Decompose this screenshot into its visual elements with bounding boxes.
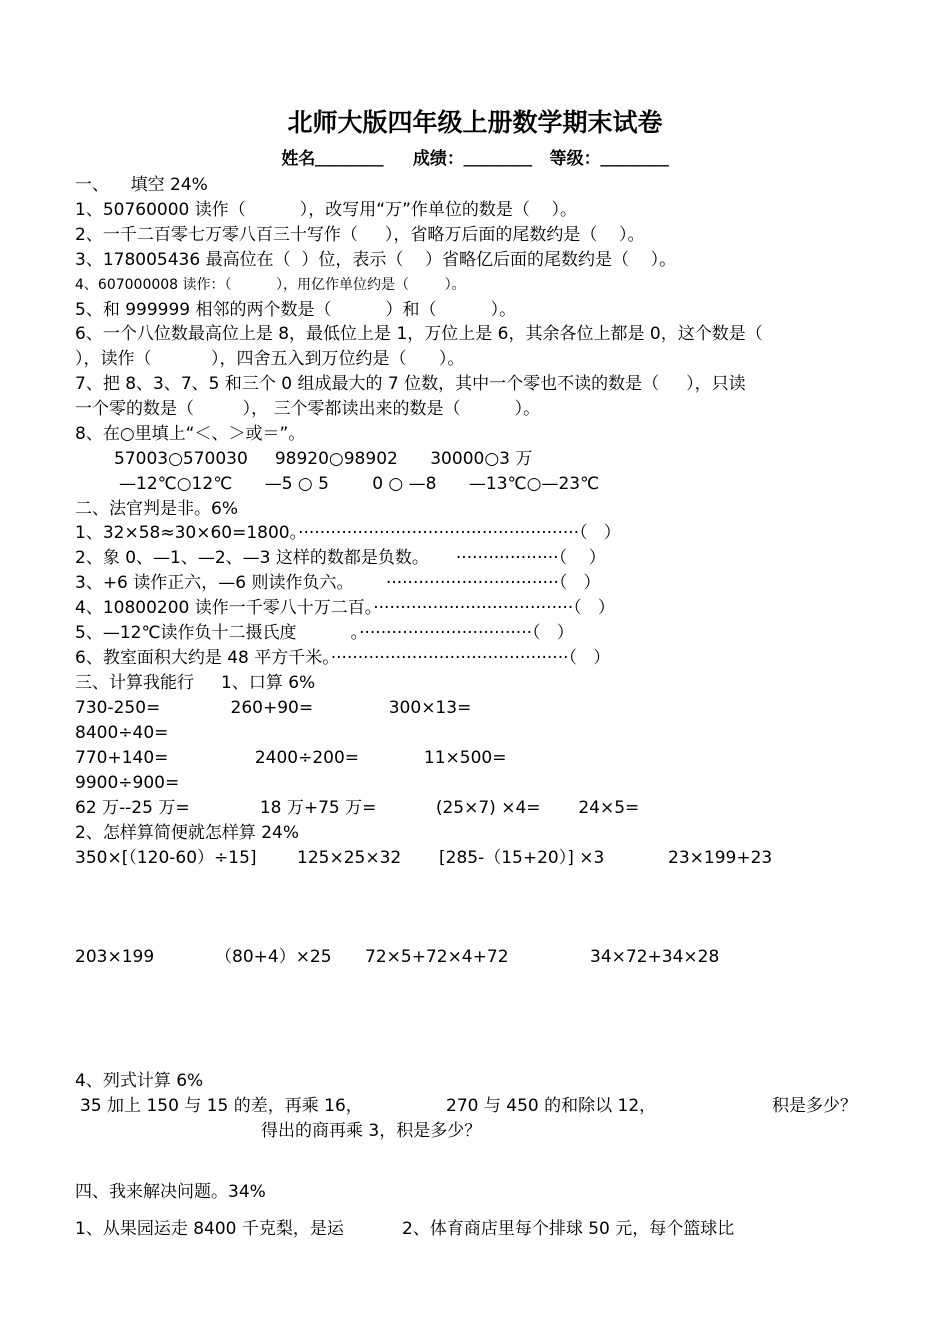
s2-question-1: 1、32×58≈30×60=1800。····················································（ ） — [75, 523, 621, 543]
mental-math-row-4: 9900÷900= — [75, 773, 180, 793]
s1-question-7-line-1: 7、把 8、3、7、5 和三个 0 组成最大的 7 位数，其中一个零也不读的数是（ ），只读 — [75, 374, 746, 394]
s1-question-6-line-1: 6、一个八位数最高位上是 8，最低位上是 1，万位上是 6，其余各位上都是 0，这个数是（ — [75, 324, 763, 344]
mental-math-row-1: 730-250= 260+90= 300×13= — [75, 698, 472, 718]
s1-question-4: 4、607000008 读作：（ ），用亿作单位约是（ ）。 — [75, 277, 466, 293]
s2-question-3: 3、+6 读作正六，—6 则读作负六。 ································（ ） — [75, 573, 601, 593]
simplify-expr-2: 125×25×32 — [297, 848, 402, 868]
s2-question-2: 2、象 0、—1、—2、—3 这样的数都是负数。 ···················（ ） — [75, 548, 606, 568]
section-3-heading: 三、计算我能行 1、口算 6% — [75, 673, 316, 693]
s1-question-8: 8、在○里填上“＜、＞或＝”。 — [75, 424, 306, 444]
simplify-expr-4: 23×199+23 — [668, 848, 773, 868]
s2-question-6: 6、教室面积大约是 48 平方千米。············································（ ） — [75, 648, 611, 668]
word-calc-2-end: 得出的商再乘 3，积是多少？ — [261, 1121, 482, 1141]
simplify-expr-8: 34×72+34×28 — [590, 947, 720, 967]
problem-1: 1、从果园运走 8400 千克梨，是运 — [75, 1219, 344, 1239]
s2-question-5: 5、—12℃读作负十二摄氏度 。································（ ） — [75, 623, 574, 643]
s1-question-7-line-2: 一个零的数是（ ）， 三个零都读出来的数是（ ）。 — [75, 399, 541, 419]
page-title: 北师大版四年级上册数学期末试卷 — [287, 108, 663, 137]
simplify-expr-1: 350×[（120-60）÷15] — [75, 848, 257, 868]
mental-math-row-2: 8400÷40= — [75, 723, 169, 743]
word-calc-1-end: 积是多少？ — [772, 1096, 857, 1116]
s1-question-8-row-2: —12℃○12℃ —5 ○ 5 0 ○ —8 —13℃○—23℃ — [119, 474, 600, 494]
mental-math-row-3: 770+140= 2400÷200= 11×500= — [75, 748, 507, 768]
s1-question-5: 5、和 999999 相邻的两个数是（ ）和（ ）。 — [75, 300, 517, 320]
simplify-expr-5: 203×199 — [75, 947, 155, 967]
s1-question-2: 2、一千二百零七万零八百三十写作（ ），省略万后面的尾数约是（ ）。 — [75, 225, 645, 245]
simplify-heading: 2、怎样算简便就怎样算 24% — [75, 823, 300, 843]
section-2-heading: 二、法官判是非。6% — [75, 499, 238, 519]
s1-question-8-row-1: 57003○570030 98920○98902 30000○3 万 — [114, 449, 533, 469]
word-calc-1: 35 加上 150 与 15 的差，再乘 16， — [80, 1096, 363, 1116]
simplify-expr-7: 72×5+72×4+72 — [365, 947, 509, 967]
s1-question-6-line-2: ），读作（ ），四舍五入到万位约是（ ）。 — [75, 349, 465, 369]
s1-question-1: 1、50760000 读作（ ），改写用“万”作单位的数是（ ）。 — [75, 200, 578, 220]
section-4-heading: 四、我来解决问题。34% — [75, 1182, 266, 1202]
problem-2: 2、体育商店里每个排球 50 元，每个篮球比 — [402, 1219, 735, 1239]
s2-question-4: 4、10800200 读作一千零八十万二百。·····································（ ） — [75, 598, 615, 618]
simplify-expr-6: （80+4）×25 — [215, 947, 332, 967]
s1-question-3: 3、178005436 最高位在（ ）位，表示（ ）省略亿后面的尾数约是（ ）。 — [75, 250, 677, 270]
simplify-expr-3: [285-（15+20）] ×3 — [439, 848, 605, 868]
section-1-heading: 一、 填空 24% — [75, 175, 208, 195]
word-calc-heading: 4、列式计算 6% — [75, 1071, 204, 1091]
student-info-line: 姓名＿＿＿＿ 成绩：＿＿＿＿ 等级：＿＿＿＿ — [281, 149, 669, 169]
word-calc-2: 270 与 450 的和除以 12， — [446, 1096, 657, 1116]
mental-math-row-5: 62 万--25 万= 18 万+75 万= (25×7) ×4= 24×5= — [75, 798, 640, 818]
